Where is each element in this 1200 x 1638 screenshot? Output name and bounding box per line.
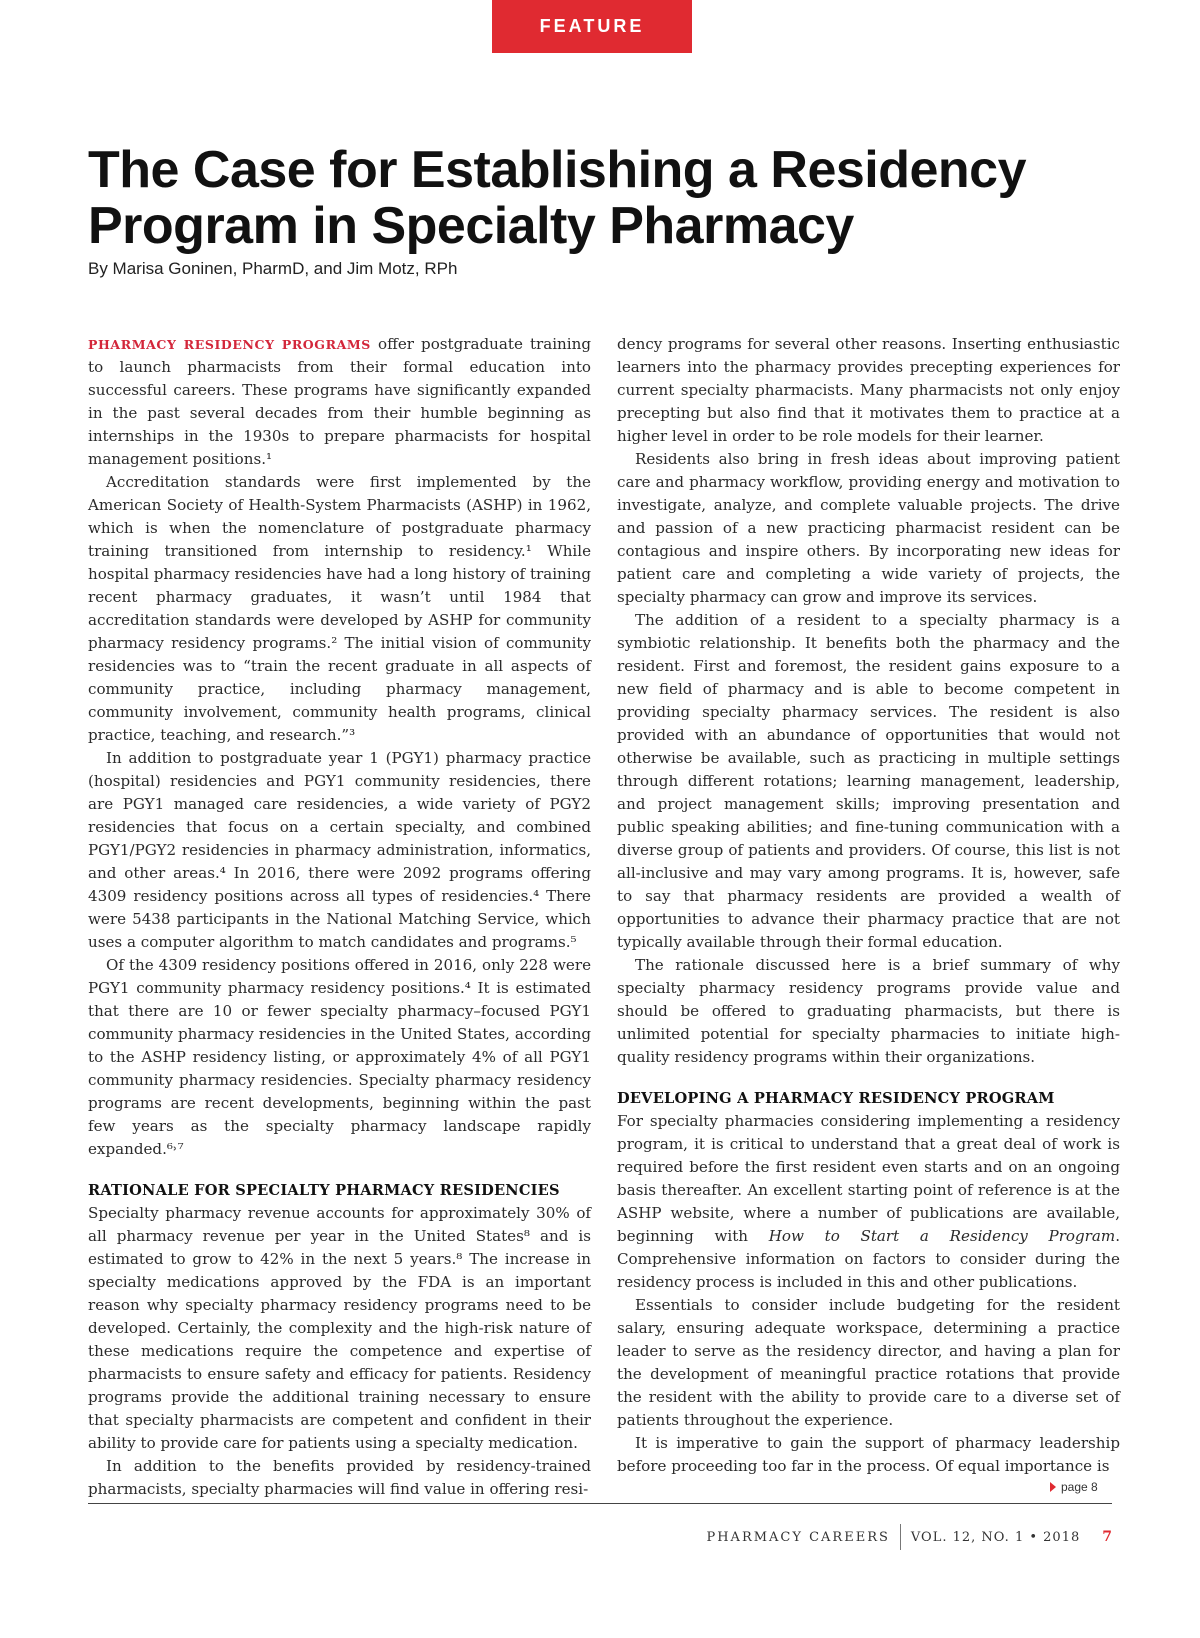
paragraph (88, 333, 591, 471)
paragraph-text: offer postgraduate training to launch pharmacists from their formal education into successful careers. These programs have significantly expanded in the past several decades from their humble beginning as internships in the 1930s to prepare pharmacists for hospital management positions.¹ (88, 335, 591, 468)
lead-in-caps: PHARMACY RESIDENCY PROGRAMS (88, 337, 371, 352)
section-heading-developing: DEVELOPING A PHARMACY RESIDENCY PROGRAM (617, 1090, 1055, 1107)
paragraph (617, 1110, 1120, 1294)
right-column (617, 333, 1120, 1478)
issue-info: VOL. 12, NO. 1 • 2018 (910, 1529, 1081, 1545)
paragraph: Of the 4309 residency positions offered in 2016, only 228 were PGY1 community pharmacy residency positions.⁴ It is estimated that there are 10 or fewer specialty pharmacy–focused PGY1 community pharmacy residencies in the United States, according to the ASHP residency listing, or approximately 4% of all PGY1 community pharmacy residencies. Specialty pharmacy residency programs are recent developments, beginning within the past few years as the specialty pharmacy landscape rapidly expanded.⁶˒⁷ (88, 956, 591, 1158)
section-tab: FEATURE (492, 0, 692, 53)
arrow-right-icon (1050, 1482, 1056, 1492)
continued-label: page 8 (1061, 1480, 1098, 1494)
page-number: 7 (1102, 1529, 1112, 1545)
paragraph: It is imperative to gain the support of pharmacy leadership before proceeding too far in the process. Of equal importance is (617, 1434, 1120, 1475)
left-column (88, 333, 591, 1501)
publication-title: How to Start a Residency Program (768, 1227, 1116, 1245)
article-title-line-1: The Case for Establishing a Residency (88, 141, 1027, 199)
article-byline: By Marisa Goninen, PharmD, and Jim Motz, RPh (88, 259, 458, 278)
paragraph: Accreditation standards were first implemented by the American Society of Health-System Pharmacists (ASHP) in 1962, which is when the nomenclature of postgraduate pharmacy training transitioned from internship to residency.¹ While hospital pharmacy residencies have had a long history of training recent pharmacy graduates, it wasn’t until 1984 that accreditation standards were developed by ASHP for community pharmacy residency programs.² The initial vision of community residencies was to “train the recent graduate in all aspects of community practice, including pharmacy management, community involvement, community health programs, clinical practice, teaching, and research.”³ (88, 473, 591, 744)
paragraph-text: For specialty pharmacies considering implementing a residency program, it is critical to understand that a great deal of work is required before the first resident even starts and on an ongoing basis thereafter. An excellent starting point of reference is at the ASHP website, where a number of publications are available, beginning with (617, 1112, 1120, 1245)
footer-divider (88, 1503, 1112, 1504)
paragraph: In addition to postgraduate year 1 (PGY1) pharmacy practice (hospital) residencies and PGY1 community residencies, there are PGY1 managed care residencies, a wide variety of PGY2 residencies that focus on a certain specialty, and combined PGY1/PGY2 residencies in pharmacy administration, informatics, and other areas.⁴ In 2016, there were 2092 programs offering 4309 residency positions across all types of residencies.⁴ There were 5438 participants in the National Matching Service, which uses a computer algorithm to match candidates and programs.⁵ (88, 749, 591, 951)
page-footer (706, 1524, 1112, 1550)
paragraph: In addition to the benefits provided by residency-trained pharmacists, specialty pharmacies will find value in offering resi- (88, 1457, 591, 1498)
article-title (88, 142, 1128, 254)
paragraph: Essentials to consider include budgeting for the resident salary, ensuring adequate workspace, determining a practice leader to serve as the residency director, and having a plan for the development of meaningful practice rotations that provide the resident with the ability to provide care to a diverse set of patients throughout the experience. (617, 1296, 1120, 1429)
article-title-line-2: Program in Specialty Pharmacy (88, 197, 854, 255)
paragraph: dency programs for several other reasons. Inserting enthusiastic learners into the pharmacy provides precepting experiences for current specialty pharmacists. Many pharmacists not only enjoy precepting but also find that it motivates them to practice at a higher level in order to be role models for their learner. (617, 335, 1120, 445)
footer-separator (900, 1524, 901, 1550)
continued-on-link[interactable] (1050, 1480, 1098, 1494)
paragraph: Residents also bring in fresh ideas about improving patient care and pharmacy workflow, providing energy and motivation to investigate, analyze, and complete valuable projects. The drive and passion of a new practicing pharmacist resident can be contagious and inspire others. By incorporating new ideas for patient care and completing a wide variety of projects, the specialty pharmacy can grow and improve its services. (617, 450, 1120, 606)
magazine-name: PHARMACY CAREERS (706, 1529, 890, 1545)
paragraph: The rationale discussed here is a brief summary of why specialty pharmacy residency programs provide value and should be offered to graduating pharmacists, but there is unlimited potential for specialty pharmacies to initiate high-quality residency programs within their organizations. (617, 956, 1120, 1066)
paragraph: The addition of a resident to a specialty pharmacy is a symbiotic relationship. It benefits both the pharmacy and the resident. First and foremost, the resident gains exposure to a new field of pharmacy and is able to become competent in providing specialty pharmacy services. The resident is also provided with an abundance of opportunities that would not otherwise be available, such as practicing in multiple settings through different rotations; learning management, leadership, and project management skills; improving presentation and public speaking abilities; and fine-tuning communication with a diverse group of patients and providers. Of course, this list is not all-inclusive and may vary among programs. It is, however, safe to say that pharmacy residents are provided a wealth of opportunities to advance their pharmacy practice that are not typically available through their formal education. (617, 611, 1120, 951)
paragraph: Specialty pharmacy revenue accounts for approximately 30% of all pharmacy revenue per year in the United States⁸ and is estimated to grow to 42% in the next 5 years.⁸ The increase in specialty medications approved by the FDA is an important reason why specialty pharmacy residency programs need to be developed. Certainly, the complexity and the high-risk nature of these medications require the competence and expertise of pharmacists to ensure safety and efficacy for patients. Residency programs provide the additional training necessary to ensure that specialty pharmacists are competent and confident in their ability to provide care for patients using a specialty medication. (88, 1204, 591, 1452)
paragraph-text: . Comprehensive information on factors to consider during the residency process is included in this and other publications. (617, 1227, 1120, 1291)
section-heading-rationale: RATIONALE FOR SPECIALTY PHARMACY RESIDENCIES (88, 1182, 560, 1199)
